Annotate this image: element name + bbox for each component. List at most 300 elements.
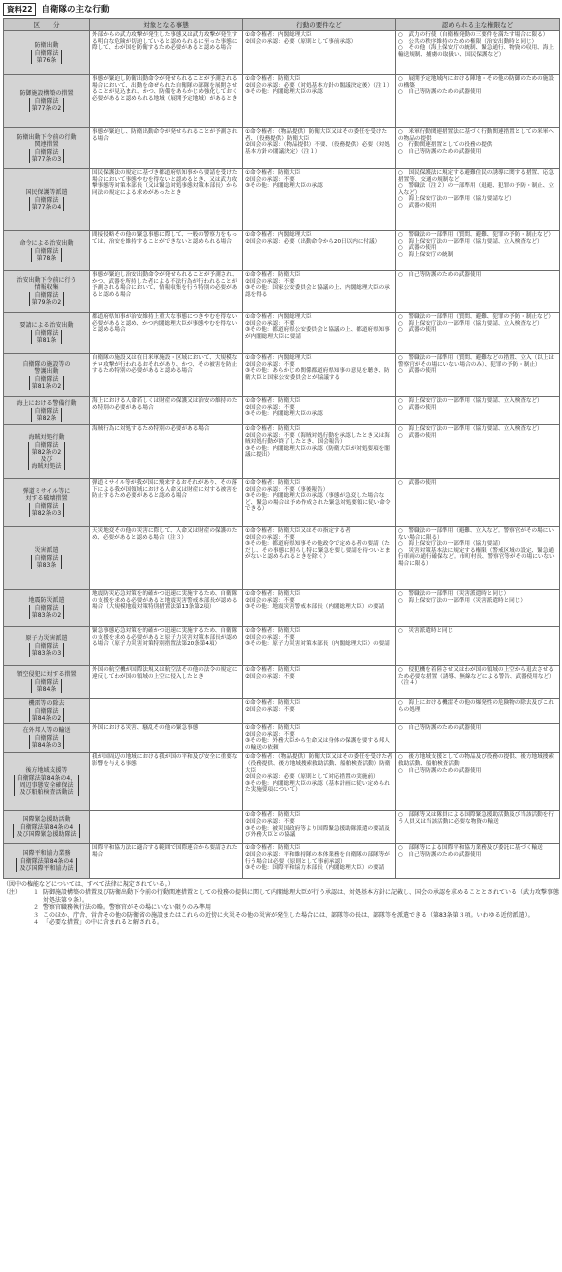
authority-cell (396, 397, 560, 425)
category-name: 弾道ミサイル等に (22, 488, 71, 495)
law-reference-line: 第81条 (36, 337, 57, 344)
law-reference-line: 自衛隊法 (34, 679, 59, 686)
note-number: ２ (32, 904, 39, 912)
law-reference (29, 643, 64, 657)
table-row (4, 31, 560, 75)
category-name: 防衛出動下令前の行動 (16, 133, 77, 141)
requirement-item: ③その他：都道府県公安委員会と協議の上、都道府県知事が内閣総理大臣に要請 (245, 327, 390, 340)
law-reference (14, 775, 79, 796)
authority-item: ○ 侵犯機を着陸させ又はわが国の領域の上空から退去させるため必要な措置（誘導、無線などによる警告、武器使用など）（注４） (398, 667, 555, 687)
law-reference-line: 及び国際平和協力法 (19, 865, 74, 873)
requirement-item: ①命令権者：防衛大臣 (245, 812, 301, 819)
category-name: 海賊対処行動 (28, 433, 65, 441)
table-row (4, 479, 560, 527)
requirement-item: ③その他：内閣総理大臣の承認（事態が急変した場合など、緊急の場合は予め作成された緊急対処要領に従い命令できる） (245, 493, 391, 513)
requirement-item: ②国会の承認：不要 (245, 818, 295, 825)
law-reference-line: 自衛隊法 (34, 407, 59, 415)
authority-cell (396, 128, 560, 169)
category-name: 機雷等の除去 (28, 700, 65, 707)
law-reference-line: 第82条 (36, 414, 57, 422)
table-body (4, 31, 560, 879)
requirements-cell (243, 354, 396, 397)
law-reference (29, 735, 64, 749)
requirements-cell (243, 627, 396, 666)
law-reference-line: 第77条の4 (31, 203, 62, 211)
authority-item: ○ 武器の使用 (398, 327, 437, 334)
law-reference-line: 第81条の2 (31, 382, 62, 390)
requirements-cell (243, 527, 396, 590)
requirements-cell (243, 75, 396, 128)
requirements-cell (243, 724, 396, 753)
category-cell (4, 666, 90, 699)
requirement-item: ③その他：国家公安委員会と協議の上、内閣総理大臣の承認を得る (245, 285, 390, 298)
authority-item: ○ 武力の行使（自衛権発動の三要件を満たす場合に限る） (398, 32, 549, 38)
law-reference-line: 海賊対処法 (31, 462, 62, 470)
note-prefix: （注） (3, 888, 22, 896)
authority-item: ○ 警職法の一部準用（避難、立入など。警察官がその場にいない場合に限る） (398, 528, 554, 541)
authority-cell (396, 31, 560, 75)
authority-cell (396, 844, 560, 879)
authority-cell (396, 271, 560, 313)
column-header-authority: 認められる主な権限など (396, 19, 560, 31)
authority-item: ○ 米軍行動関連措置法に基づく行動関連措置としての米軍への物品の提供 (398, 129, 554, 142)
authority-cell (396, 590, 560, 627)
law-reference-line: 自衛隊法 (34, 643, 59, 650)
requirement-item: ②国会の承認：（物品提供）不要、（役務提供）必要（対処基本方針の閣議決定）（注１） (245, 142, 390, 155)
requirement-item: ③その他：原子力災害対策本部長（内閣総理大臣）の要請 (245, 641, 390, 648)
requirement-item: ②国会の承認：不要 (245, 176, 295, 183)
note-item (3, 904, 559, 912)
situation-cell: 事態が緊迫し、防衛出動命令が発せられることが予測される場合 (90, 128, 243, 169)
law-reference-line: 周辺事態安全確保法 (19, 782, 74, 790)
requirements-cell (243, 169, 396, 231)
authority-cell (396, 425, 560, 479)
authority-item: ○ 展開予定地域内における陣地・その他の防御のための施設の構築 (398, 76, 554, 89)
situation-cell: 事態が緊迫し防衛出動命令が発せられることが予測される場合において、出動を命ぜられた自衛隊の部隊を展開させることが見込まれ、かつ、防備をあらかじめ強化しておく必要があると認められる地域（展開予定地域）があるとき (90, 75, 243, 128)
authority-item: ○ 警職法の一部準用（災害派遣時と同じ） (398, 591, 510, 597)
authority-item: ○ 海上保安庁法の一部準用（協力要請、立入検査など） (398, 238, 543, 245)
requirement-item: ③その他：内閣総理大臣の承認 (245, 411, 323, 418)
authority-item: ○ 海上保安庁の統制 (398, 251, 454, 258)
category-cell (4, 590, 90, 627)
situation-cell: 都道府県知事が治安維持上重大な事態につきやむを得ない必要があると認め、かつ内閣総理大臣が事態やむを得ないと認める場合 (90, 313, 243, 354)
document-title: 自衛隊の主な行動 (41, 5, 110, 15)
requirement-item: ③その他：都道府県知事その他政令で定める者の要請（ただし、その事態に照らし特に緊急を要し要請を待ついとまがないと認められるときを除く） (245, 541, 391, 561)
authority-item: ○ 警職法（注２）の一部準用（退避、犯罪の予防・制止、立入など） (398, 183, 554, 196)
requirement-item: ②国会の承認：不要 (245, 278, 295, 285)
law-reference (29, 149, 64, 163)
category-name: 地震防災派遣 (28, 597, 65, 604)
category-name: 防衛出動 (34, 41, 59, 49)
authority-cell (396, 169, 560, 231)
authority-item: ○ 海上保安庁法の一部準用（協力要請など） (398, 196, 515, 203)
law-reference-line: 自衛隊法 (34, 292, 59, 299)
requirement-item: ①命令権者：内閣総理大臣 (245, 232, 312, 238)
authority-cell (396, 231, 560, 271)
requirement-item: ③その他：あらかじめ関係都道府県知事の意見を聴き、防衛大臣と国家公安委員会とが協議する (245, 368, 390, 381)
note-text: 防御施設構築の措置及び防衛出動下令前の行動関連措置としての役務の提供に関して内閣総理大臣が行う承認は、対処基本方針に記載し、国会の承認を求めることとされている（武力攻撃事態対処法第９条）。 (43, 888, 560, 904)
law-reference-line: 自衛隊法第84条の4 (19, 858, 74, 866)
requirement-item: ①命令権者：防衛大臣 (245, 170, 301, 176)
category-cell (4, 425, 90, 479)
requirements-cell (243, 231, 396, 271)
law-reference-line: 第82条の3 (31, 510, 62, 517)
law-reference (29, 503, 64, 517)
requirements-cell (243, 271, 396, 313)
situation-cell: 事態が緊迫し治安出動命令が発せられることが予測され、かつ、武器を所持した者による不法行為が行われることが予測される場合において、情報収集を行う特別の必要があると認める場合 (90, 271, 243, 313)
requirement-item: ①命令権者：内閣総理大臣 (245, 355, 312, 361)
authority-item: ○ 警職法の一部準用（質問、避難、犯罪の予防・制止など） (398, 314, 554, 320)
authority-item: ○ 後方地域支援としての物品及び役務の提供、後方地域捜索救助活動、船舶検査活動 (398, 754, 554, 767)
note-text: 警察官職務執行法の略。警察官がその場にいない限りのみ準用 (43, 904, 212, 912)
category-name: 後方地域支援等 (25, 767, 68, 775)
requirement-item: ①命令権者：防衛大臣 (245, 667, 301, 673)
requirement-item: ①命令権者：内閣総理大臣 (245, 32, 312, 38)
table-row (4, 590, 560, 627)
situation-cell: 海賊行為に対処するため特別の必要がある場合 (90, 425, 243, 479)
requirement-item: ②国会の承認：必要（原則として対応措置の実施前） (245, 774, 379, 781)
requirement-item: ①命令権者：防衛大臣 (245, 76, 301, 82)
law-reference (31, 555, 61, 569)
law-reference-line: 自衛隊法第84条の4、 (16, 775, 77, 783)
notes-intro: （図中の権能などについては、すべて法律に規定されている。） (3, 881, 174, 889)
authority-item: ○ 公共の秩序維持のための権限（治安出動時と同じ） (398, 38, 538, 45)
authority-item: ○ 災害対策基本法に規定する権限（警戒区域の設定、緊急通行車両の通行確保など。市町村長、警察官等がその場にいない場合に限る） (398, 547, 555, 567)
requirements-cell (243, 699, 396, 724)
requirement-item: ②国会の承認：必要（原則として事前承認） (245, 38, 357, 45)
category-cell (4, 699, 90, 724)
requirement-item: ①命令権者：防衛大臣 (245, 426, 301, 432)
law-reference-line: 第77条の2 (31, 105, 62, 112)
authority-item: ○ 自己等防護のための武器使用 (398, 767, 482, 774)
actions-table (3, 18, 560, 879)
category-name: 国際緊急援助活動 (22, 816, 71, 824)
category-name: 原子力災害派遣 (25, 635, 68, 642)
note-prefix (3, 904, 27, 912)
law-reference-line: 自衛隊法 (34, 375, 59, 383)
law-reference-line: 自衛隊法 (34, 196, 59, 204)
requirement-item: ①命令権者：防衛大臣 (245, 591, 301, 597)
situation-cell: 国民保護法の規定に基づき都道府県知事から要請を受けた場合において事態やむを得ないと認めるとき、又は武力攻撃事態等対策本部長（又は緊急対処事態対策本部長）から同法の規定による求めがあったとき (90, 169, 243, 231)
table-row (4, 724, 560, 753)
authority-item: ○ 警職法の一部準用（質問、避難などの措置、立入（以上は警察官がその場にいない場合のみ）、犯罪の予防・制止） (398, 355, 554, 368)
category-name: 要請による治安出動 (19, 322, 74, 329)
authority-item: ○ 武器の使用 (398, 202, 437, 209)
authority-item: ○ 海上保安庁法の一部準用（協力要請） (398, 541, 504, 548)
category-name: 自衛隊の施設等の (22, 360, 71, 368)
requirement-item: ①命令権者：防衛大臣 (245, 845, 301, 852)
situation-cell: 間接侵略その他の緊急事態に際して、一般の警察力をもっては、治安を維持することができないと認められる場合 (90, 231, 243, 271)
authority-item: ○ 部隊等による国際平和協力業務及び委託に基づく輸送 (398, 845, 543, 852)
requirement-item: ①命令権者：防衛大臣 (245, 480, 301, 486)
authority-item: ○ 災害派遣時と同じ (398, 628, 454, 634)
law-reference-line: 第77条の3 (31, 155, 62, 163)
authority-item: ○ 海上における機雷その他の爆発性の危険物の除去及びこれらの処理 (398, 700, 554, 713)
requirements-cell (243, 313, 396, 354)
requirement-item: ②国会の承認：不要（事後報告） (245, 486, 329, 493)
requirement-item: ②国会の承認：不要 (245, 534, 295, 541)
category-cell (4, 479, 90, 527)
requirement-item: ②国会の承認：平和維持隊の本体業務を自衛隊の部隊等が行う場合は必要（原則として事前承認） (245, 851, 390, 865)
law-reference-line: 自衛隊法 (34, 148, 59, 156)
category-cell (4, 724, 90, 753)
category-name: 海上における警備行動 (16, 399, 77, 407)
note-number: １ (32, 888, 39, 896)
requirement-item: ②国会の承認：不要 (245, 597, 295, 604)
note-number: ４ (32, 919, 39, 927)
note-number: ３ (32, 911, 39, 919)
table-row (4, 231, 560, 271)
requirement-item: ②国会の承認：不要 (245, 673, 295, 680)
category-cell (4, 354, 90, 397)
document-header (3, 2, 559, 16)
situation-cell (90, 699, 243, 724)
table-row (4, 527, 560, 590)
note-prefix (3, 919, 27, 927)
requirement-item: （役務提供、後方地域捜索救助活動、船舶検査活動）防衛大臣 (245, 760, 391, 774)
authority-cell (396, 627, 560, 666)
requirement-item: ①命令権者：内閣総理大臣 (245, 314, 312, 320)
category-cell (4, 397, 90, 425)
table-row (4, 354, 560, 397)
requirements-cell (243, 128, 396, 169)
requirement-item: ②国会の承認：不要（海賊対処行動を承認したとき又は海賊対処行動が終了したとき、国会報告） (245, 432, 390, 446)
law-reference (29, 708, 64, 722)
law-reference-line: 第83条の3 (31, 650, 62, 657)
law-reference-line: 自衛隊法 (34, 49, 59, 57)
law-reference-line: 第76条 (36, 56, 57, 64)
note-text: 「必要な措置」の中に含まれると解される。 (43, 919, 164, 927)
requirement-item: ③その他：被災国政府等より国際緊急援助隊派遣の要請及び外務大臣との協議 (245, 825, 390, 839)
table-row (4, 313, 560, 354)
authority-item: ○ 自己等防護のための武器使用 (398, 725, 482, 731)
situation-cell (90, 811, 243, 844)
authority-item: ○ 部隊等又は隊員による国際緊急援助活動及び当該活動を行う人員又は当該活動に必要な物資の輸送 (398, 812, 554, 825)
category-cell (4, 811, 90, 844)
authority-cell (396, 753, 560, 811)
table-row (4, 397, 560, 425)
category-name: 警護出動 (34, 367, 59, 375)
situation-cell: 国際平和協力法に適合する範囲で国際連合から要請された場合 (90, 844, 243, 879)
situation-cell: 自衛隊の施設又は在日米軍施設・区域において、大規模なテロ攻撃が行われるおそれがあり、かつ、その被害を防止するため特別の必要があると認める場合 (90, 354, 243, 397)
law-reference-line: 第79条の2 (31, 299, 62, 306)
requirement-item: ①命令権者：防衛大臣 (245, 725, 301, 731)
authority-item: ○ 武器の使用 (398, 368, 437, 375)
authority-cell (396, 724, 560, 753)
category-name: 対する破壊措置 (25, 495, 68, 502)
law-reference (29, 98, 64, 112)
law-reference (29, 376, 64, 390)
situation-cell: 海上における人命若しくは財産の保護又は治安の維持のため特別の必要がある場合 (90, 397, 243, 425)
requirement-item: ①命令権者：防衛大臣又はその指定する者 (245, 528, 351, 534)
requirements-cell (243, 397, 396, 425)
law-reference-line: 自衛隊法 (34, 735, 59, 743)
table-header-row (4, 19, 560, 31)
authority-item: ○ 武器の使用 (398, 404, 437, 411)
authority-cell (396, 811, 560, 844)
note-item (3, 889, 559, 904)
category-cell (4, 271, 90, 313)
column-header-requirements: 行動の要件など (243, 19, 396, 31)
law-reference-line: 自衛隊法 (34, 555, 59, 562)
law-reference-line: 第83条 (36, 562, 57, 569)
category-cell (4, 627, 90, 666)
authority-cell (396, 527, 560, 590)
requirement-item: ②国会の承認：不要 (245, 404, 295, 411)
authority-item: ○ 武器の使用 (398, 480, 437, 486)
requirement-item: ③その他：内閣総理大臣の承認（防衛大臣が対処要項を閣議に提出） (245, 445, 390, 459)
category-name: 国民保護等派遣 (25, 188, 68, 196)
law-reference-line: 第84条の3 (31, 742, 62, 750)
situation-cell: 地震防災応急対策を的確かつ迅速に実施するため、自衛隊の支援を求める必要があると地震災害警戒本部長が認める場合（大規模地震対策特別措置法第13条第2項） (90, 590, 243, 627)
table-row (4, 811, 560, 844)
authority-item: ○ 自己等防護のための武器使用 (398, 851, 482, 858)
authority-item: ○ 自己等防護のための武器使用 (398, 148, 482, 155)
requirement-item: ②国会の承認：不要 (245, 361, 295, 368)
authority-item: ○ 武器の使用 (398, 432, 437, 439)
law-reference-line: 及び船舶検査活動法 (19, 789, 74, 797)
law-reference-line: 第78条 (36, 254, 57, 262)
authority-item: ○ 国民保護法に規定する避難住民の誘導に関する措置、応急措置等、交通の規制など (398, 170, 554, 183)
law-reference-line: 第84条 (36, 686, 57, 693)
table-row (4, 128, 560, 169)
authority-item: ○ 武器の使用 (398, 245, 437, 252)
law-reference-line: 自衛隊法 (34, 98, 59, 105)
requirement-item: ③その他：国際平和協力本部長（内閣総理大臣）の要請 (245, 865, 385, 872)
table-row (4, 699, 560, 724)
authority-cell (396, 354, 560, 397)
requirement-item: ①命令権者：防衛大臣 (245, 398, 301, 404)
requirement-item: ③その他：内閣総理大臣の承認 (245, 89, 323, 96)
requirement-item: ①命令権者：防衛大臣 (245, 628, 301, 634)
law-reference-line: 自衛隊法 (34, 503, 59, 510)
table-row (4, 844, 560, 879)
law-reference-line: 第84条の2 (31, 715, 62, 722)
law-reference-line: 自衛隊法 (34, 441, 59, 449)
authority-cell (396, 699, 560, 724)
authority-cell (396, 479, 560, 527)
column-header-category: 区 分 (4, 19, 90, 31)
law-reference (29, 605, 64, 619)
authority-item: ○ 自己等防護のための武器使用 (398, 89, 482, 96)
authority-item: ○ 海上保安庁法の一部準用（協力要請、立入検査など） (398, 320, 543, 327)
requirement-item: ①命令権者：防衛大臣 (245, 272, 301, 278)
category-name: 防御施設構築の措置 (19, 90, 74, 97)
table-row (4, 666, 560, 699)
requirements-cell (243, 31, 396, 75)
note-text: このほか、庁舎、営舎その他の防衛省の施設またはこれらの近傍に火災その他の災害が発生した場合には、部隊等の長は、部隊等を派遣できる（第83条第３項。いわゆる近傍派遣）。 (43, 911, 534, 919)
category-cell (4, 753, 90, 811)
requirements-cell (243, 590, 396, 627)
requirements-cell (243, 844, 396, 879)
requirement-item: ②国会の承認：不要 (245, 706, 295, 713)
category-cell (4, 128, 90, 169)
requirements-cell (243, 666, 396, 699)
situation-cell: 緊急事態応急対策を的確かつ迅速に実施するため、自衛隊の支援を求める必要があると原子力災害対策本部長が認める場合（原子力災害対策特別措置法第20条第4項） (90, 627, 243, 666)
category-name: 領空侵犯に対する措置 (16, 671, 77, 678)
situation-cell: 外国の航空機が国際法規又は航空法その他の法令の規定に違反してわが国の領域の上空に侵入したとき (90, 666, 243, 699)
law-reference (31, 408, 61, 422)
category-cell (4, 31, 90, 75)
table-row (4, 75, 560, 128)
category-name: 在外邦人等の輸送 (22, 727, 71, 735)
category-cell (4, 313, 90, 354)
table-row (4, 753, 560, 811)
authority-item: ○ 海上保安庁法の一部準用（協力要請、立入検査など） (398, 426, 543, 432)
requirement-item: ①命令権者：防衛大臣 (245, 700, 301, 706)
column-header-situation: 対象となる事態 (90, 19, 243, 31)
law-reference-line: 及び (40, 455, 53, 463)
law-reference (28, 442, 64, 470)
notes-section (3, 881, 559, 927)
category-cell (4, 231, 90, 271)
table-row (4, 425, 560, 479)
law-reference-line: 自衛隊法 (34, 330, 59, 337)
situation-cell: 我が国周辺の地域における我が国の平和及び安全に重要な影響を与える事態 (90, 753, 243, 811)
law-reference-line: 第82条の2 (31, 448, 62, 456)
law-reference (31, 330, 61, 344)
category-cell (4, 844, 90, 879)
law-reference-line: 自衛隊法第84条の4 (19, 824, 74, 832)
law-reference (29, 197, 64, 211)
law-reference (29, 292, 64, 306)
category-name: 国際平和協力業務 (22, 850, 71, 858)
requirement-item: ③その他：内閣総理大臣の承認（基本計画に従い定められた実施要項について） (245, 780, 390, 794)
law-reference-line: 自衛隊法 (34, 708, 59, 715)
requirements-cell (243, 479, 396, 527)
law-reference (31, 50, 61, 64)
note-item (3, 919, 559, 927)
requirement-item: ③その他：地震災害警戒本部長（内閣総理大臣）の要請 (245, 604, 385, 611)
authority-item: ○ その他（海上保安庁の統制、緊急通行、物資の収用、海上輸送規制、捕虜の取扱い、国民保護など） (398, 45, 554, 58)
category-name: 災害派遣 (34, 547, 59, 554)
authority-item: ○ 海上保安庁法の一部準用（災害派遣時と同じ） (398, 597, 526, 604)
requirement-item: ②国会の承認：必要（出動命令から20日以内に付議） (245, 238, 381, 245)
requirement-item: ①命令権者：（物品提供）防衛大臣又はその委任を受けた者、（役務提供）防衛大臣 (245, 129, 388, 142)
requirement-item: ②国会の承認：不要 (245, 634, 295, 641)
category-name: 治安出動下令前に行う (16, 277, 77, 284)
document-page (3, 2, 559, 927)
requirements-cell (243, 811, 396, 844)
requirement-item: ①命令権者：（物品提供）防衛大臣又はその委任を受けた者 (245, 754, 393, 761)
requirements-cell (243, 425, 396, 479)
authority-item: ○ 行動関連措置としての役務の提供 (398, 142, 493, 149)
authority-item: ○ 自己等防護のための武器使用 (398, 272, 482, 278)
note-prefix (3, 912, 27, 920)
law-reference-line: 自衛隊法 (34, 247, 59, 255)
category-cell (4, 169, 90, 231)
law-reference-line: 及び国際緊急援助隊法 (16, 831, 77, 839)
category-cell (4, 527, 90, 590)
situation-cell: 外国における災害、騒乱その他の緊急事態 (90, 724, 243, 753)
category-name: 関連措置 (34, 140, 59, 148)
authority-item: ○ 警職法の一部準用（質問、避難、犯罪の予防・制止など） (398, 232, 554, 238)
authority-cell (396, 666, 560, 699)
material-badge: 資料22 (3, 3, 36, 16)
authority-cell (396, 313, 560, 354)
category-cell (4, 75, 90, 128)
law-reference-line: 自衛隊法 (34, 605, 59, 612)
table-row (4, 627, 560, 666)
notes-list (3, 889, 559, 927)
category-name: 命令による治安出動 (19, 239, 74, 247)
requirement-item: ③その他：内閣総理大臣の承認 (245, 183, 323, 190)
situation-cell: 弾道ミサイル等が我が国に飛来するおそれがあり、その落下による我が国領域における人命又は財産に対する被害を防止するため必要があると認める場合 (90, 479, 243, 527)
situation-cell: 天災地変その他の災害に際して、人命又は財産の保護のため、必要があると認める場合（注３） (90, 527, 243, 590)
table-row (4, 271, 560, 313)
law-reference (13, 824, 79, 838)
category-name: 情報収集 (34, 284, 59, 291)
